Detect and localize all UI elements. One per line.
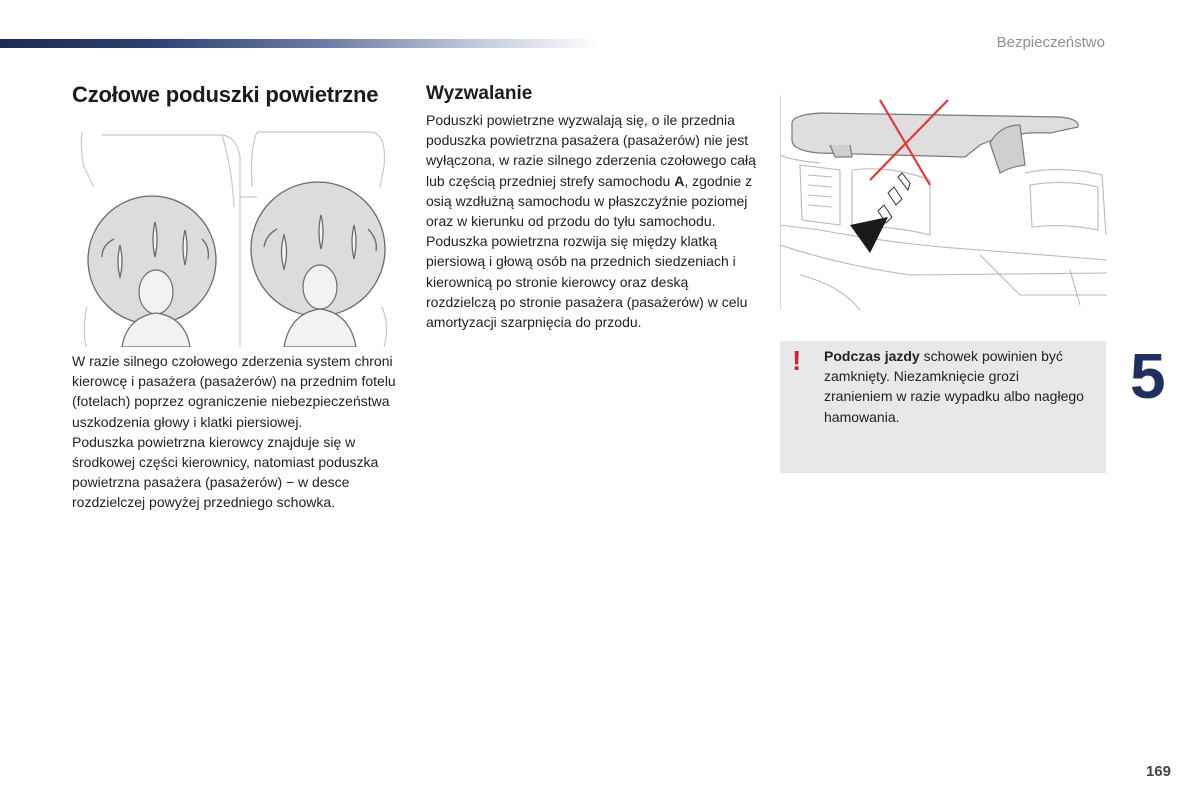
deployment-paragraph-1: Poduszki powietrzne wyzwalają się, o ile przednia poduszka powietrzna pasażera (pasażerów) nie jest wyłączona, w razie silnego zderzenia czołowego całą lub częścią przedniej strefy samochodu A, zgodnie z osią wzdłużną samochodu w płaszczyźnie poziomej oraz w kierunku od przodu do tyłu samochodu.: [426, 112, 756, 230]
header-gradient-bar: [0, 39, 600, 48]
warning-text: Podczas jazdy schowek powinien być zamknięty. Niezamknięcie grozi zranieniem w razie wypadku albo nagłego hamowania.: [824, 348, 1084, 425]
section-heading: Wyzwalanie: [426, 83, 533, 104]
intro-paragraph-1: W razie silnego czołowego zderzenia system chroni kierowcę i pasażera (pasażerów) na przednim fotelu (fotelach) poprzez ograniczenie niebezpieczeństwa uszkodzenia głowy i klatki piersiowej.: [72, 353, 396, 430]
glovebox-lid: [792, 113, 1078, 173]
page-title: Czołowe poduszki powietrzne: [72, 82, 379, 107]
down-arrow-icon: [850, 173, 910, 253]
section-title: Bezpieczeństwo: [996, 34, 1105, 51]
page-number: 169: [1145, 763, 1171, 780]
intro-paragraph-2: Poduszka powietrzna kierowcy znajduje się w środkowej części kierownicy, natomiast poduszka powietrzna pasażera (pasażerów) − w desce rozdzielczej powyżej przedniego schowka.: [72, 433, 379, 511]
glovebox-illustration: [780, 95, 1107, 310]
chapter-number: 5: [1130, 340, 1166, 412]
deployment-text: [426, 110, 756, 332]
airbag-deployment-illustration: [72, 127, 397, 347]
deployment-paragraph-2: Poduszka powietrzna rozwija się między klatką piersiową i głową osób na przednich siedzeniach i kierownicą po stronie kierowcy oraz deską rozdzielczą po stronie pasażera (pasażerów) w celu amortyzacji szarpnięcia do przodu.: [426, 233, 748, 331]
intro-text: [72, 351, 402, 513]
exclamation-icon: !: [792, 345, 802, 376]
warning-bold-lead: Podczas jazdy: [824, 348, 920, 364]
zone-letter: A: [674, 172, 685, 189]
